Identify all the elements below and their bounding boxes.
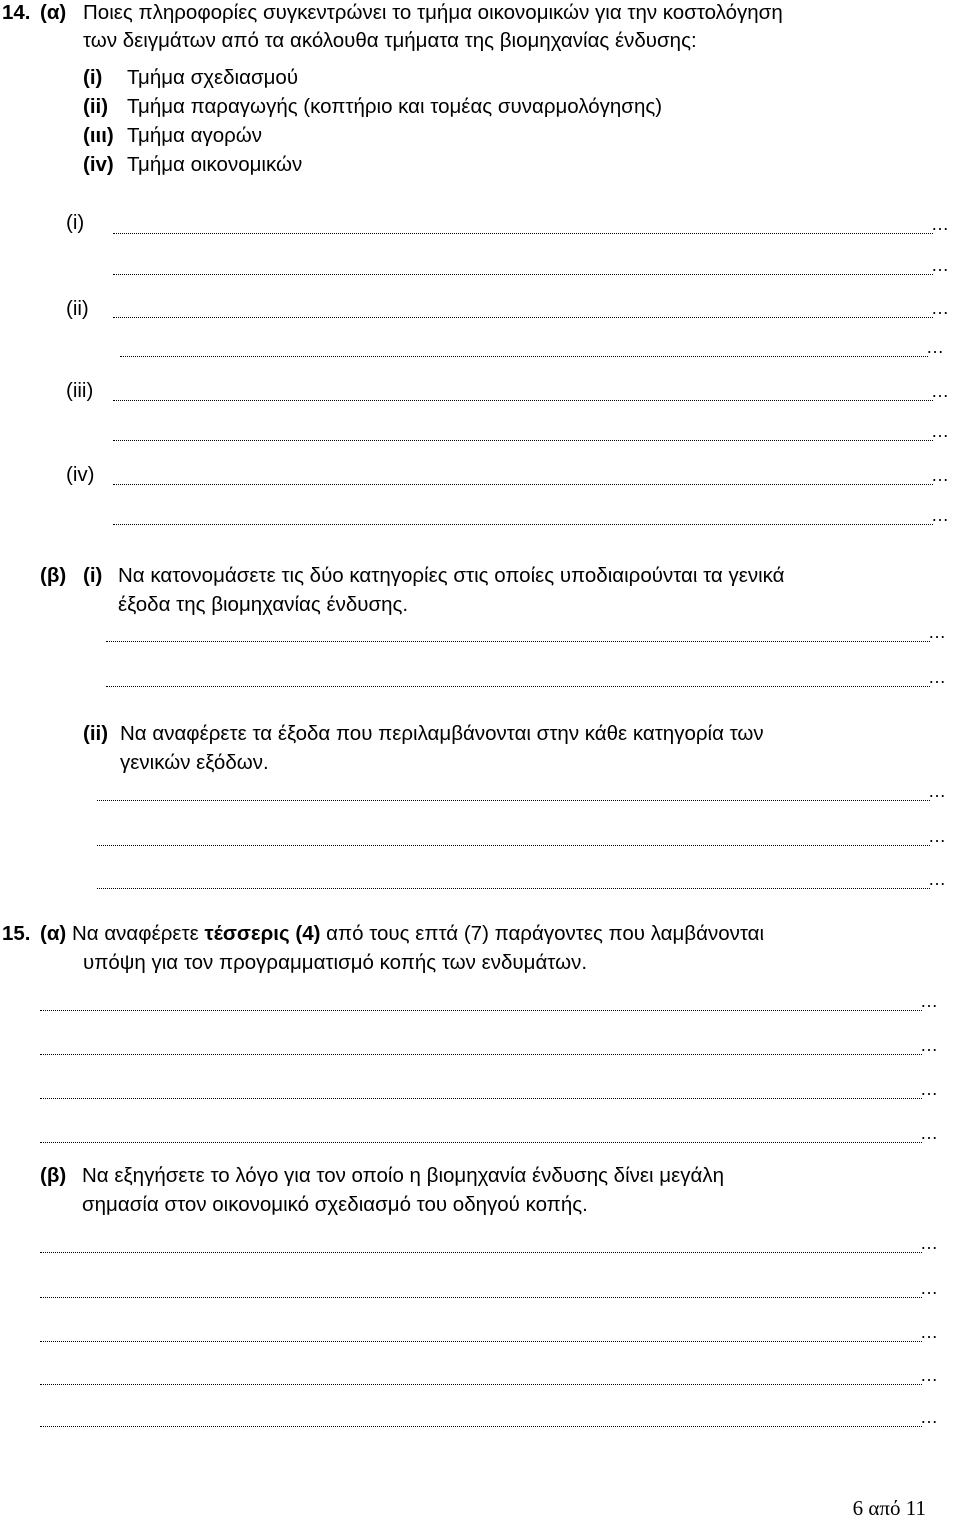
q14-number: 14. <box>2 1 31 24</box>
q14a-item-label: (ii) <box>83 95 109 118</box>
answer-line[interactable] <box>97 845 930 846</box>
q15b-label: (β) <box>40 1164 67 1187</box>
q15a-text-post: από τους επτά (7) παράγοντες που λαμβάνονται <box>326 922 765 945</box>
answer-line[interactable] <box>40 1142 922 1143</box>
q14b-label: (β) <box>40 564 67 587</box>
answer-line[interactable] <box>97 800 930 801</box>
answer-line[interactable] <box>40 1098 922 1099</box>
page-number: 6 από 11 <box>852 1496 926 1520</box>
q14a-item-text: Τμήμα σχεδιασμού <box>127 66 299 89</box>
q15a-text-bold: τέσσερις (4) <box>204 922 321 945</box>
answer-line[interactable] <box>113 233 933 234</box>
answer-line[interactable] <box>120 356 928 357</box>
answer-line[interactable] <box>106 641 930 642</box>
q14b-ii-text-line1: Να αναφέρετε τα έξοδα που περιλαμβάνονται στην κάθε κατηγορία των <box>120 722 764 745</box>
q14a-item-text: Τμήμα παραγωγής (κοπτήριο και τομέας συναρμολόγησης) <box>127 95 663 118</box>
q14a-text-line2: των δειγμάτων από τα ακόλουθα τμήματα της βιομηχανίας ένδυσης: <box>83 29 697 52</box>
q14a-label: (α) <box>40 1 67 24</box>
answer-line[interactable] <box>106 686 930 687</box>
q15b-text-line2: σημασία στον οικονομικό σχεδιασμό του οδηγού κοπής. <box>82 1193 588 1216</box>
answer-line[interactable] <box>113 524 933 525</box>
q14a-item-text: Τμήμα οικονομικών <box>127 153 303 176</box>
answer-line[interactable] <box>40 1252 922 1253</box>
answer-line[interactable] <box>40 1297 922 1298</box>
answer-label-ii: (ii) <box>66 297 89 320</box>
q15a-label: (α) <box>40 922 67 945</box>
q14b-ii-text-line2: γενικών εξόδων. <box>120 751 269 774</box>
q15a-text-pre: Να αναφέρετε <box>71 922 199 945</box>
q15b-text-line1: Να εξηγήσετε το λόγο για τον οποίο η βιομηχανία ένδυσης δίνει μεγάλη <box>82 1164 724 1187</box>
answer-label-i: (i) <box>66 211 85 234</box>
answer-line[interactable] <box>40 1010 922 1011</box>
q14a-item-label: (i) <box>83 66 103 89</box>
answer-line[interactable] <box>113 400 933 401</box>
q14b-i-label: (i) <box>83 564 103 587</box>
answer-line[interactable] <box>40 1054 922 1055</box>
answer-line[interactable] <box>113 440 933 441</box>
answer-line[interactable] <box>40 1384 922 1385</box>
answer-line[interactable] <box>40 1426 922 1427</box>
q15a-text-line2: υπόψη για τον προγραμματισμό κοπής των ενδυμάτων. <box>83 951 588 974</box>
q14b-ii-label: (ii) <box>83 722 109 745</box>
answer-label-iv: (iv) <box>66 463 95 486</box>
q14a-item-text: Τμήμα αγορών <box>127 124 263 147</box>
q14b-i-text-line2: έξοδα της βιομηχανίας ένδυσης. <box>118 593 409 616</box>
q14a-text-line1: Ποιες πληροφορίες συγκεντρώνει το τμήμα οικονομικών για την κοστολόγηση <box>83 1 783 24</box>
q15-number: 15. <box>2 922 31 945</box>
answer-label-iii: (iii) <box>66 379 94 402</box>
q15a-text-line1 <box>40 921 764 947</box>
q14b-i-text-line1: Να κατονομάσετε τις δύο κατηγορίες στις οποίες υποδιαιρούνται τα γενικά <box>118 564 785 587</box>
answer-line[interactable] <box>113 317 933 318</box>
q14a-item-label: (iv) <box>83 153 114 176</box>
q14a-item-label: (ιιι) <box>83 124 114 147</box>
answer-line[interactable] <box>113 274 933 275</box>
answer-line[interactable] <box>40 1341 922 1342</box>
answer-line[interactable] <box>97 888 930 889</box>
answer-line[interactable] <box>113 484 933 485</box>
